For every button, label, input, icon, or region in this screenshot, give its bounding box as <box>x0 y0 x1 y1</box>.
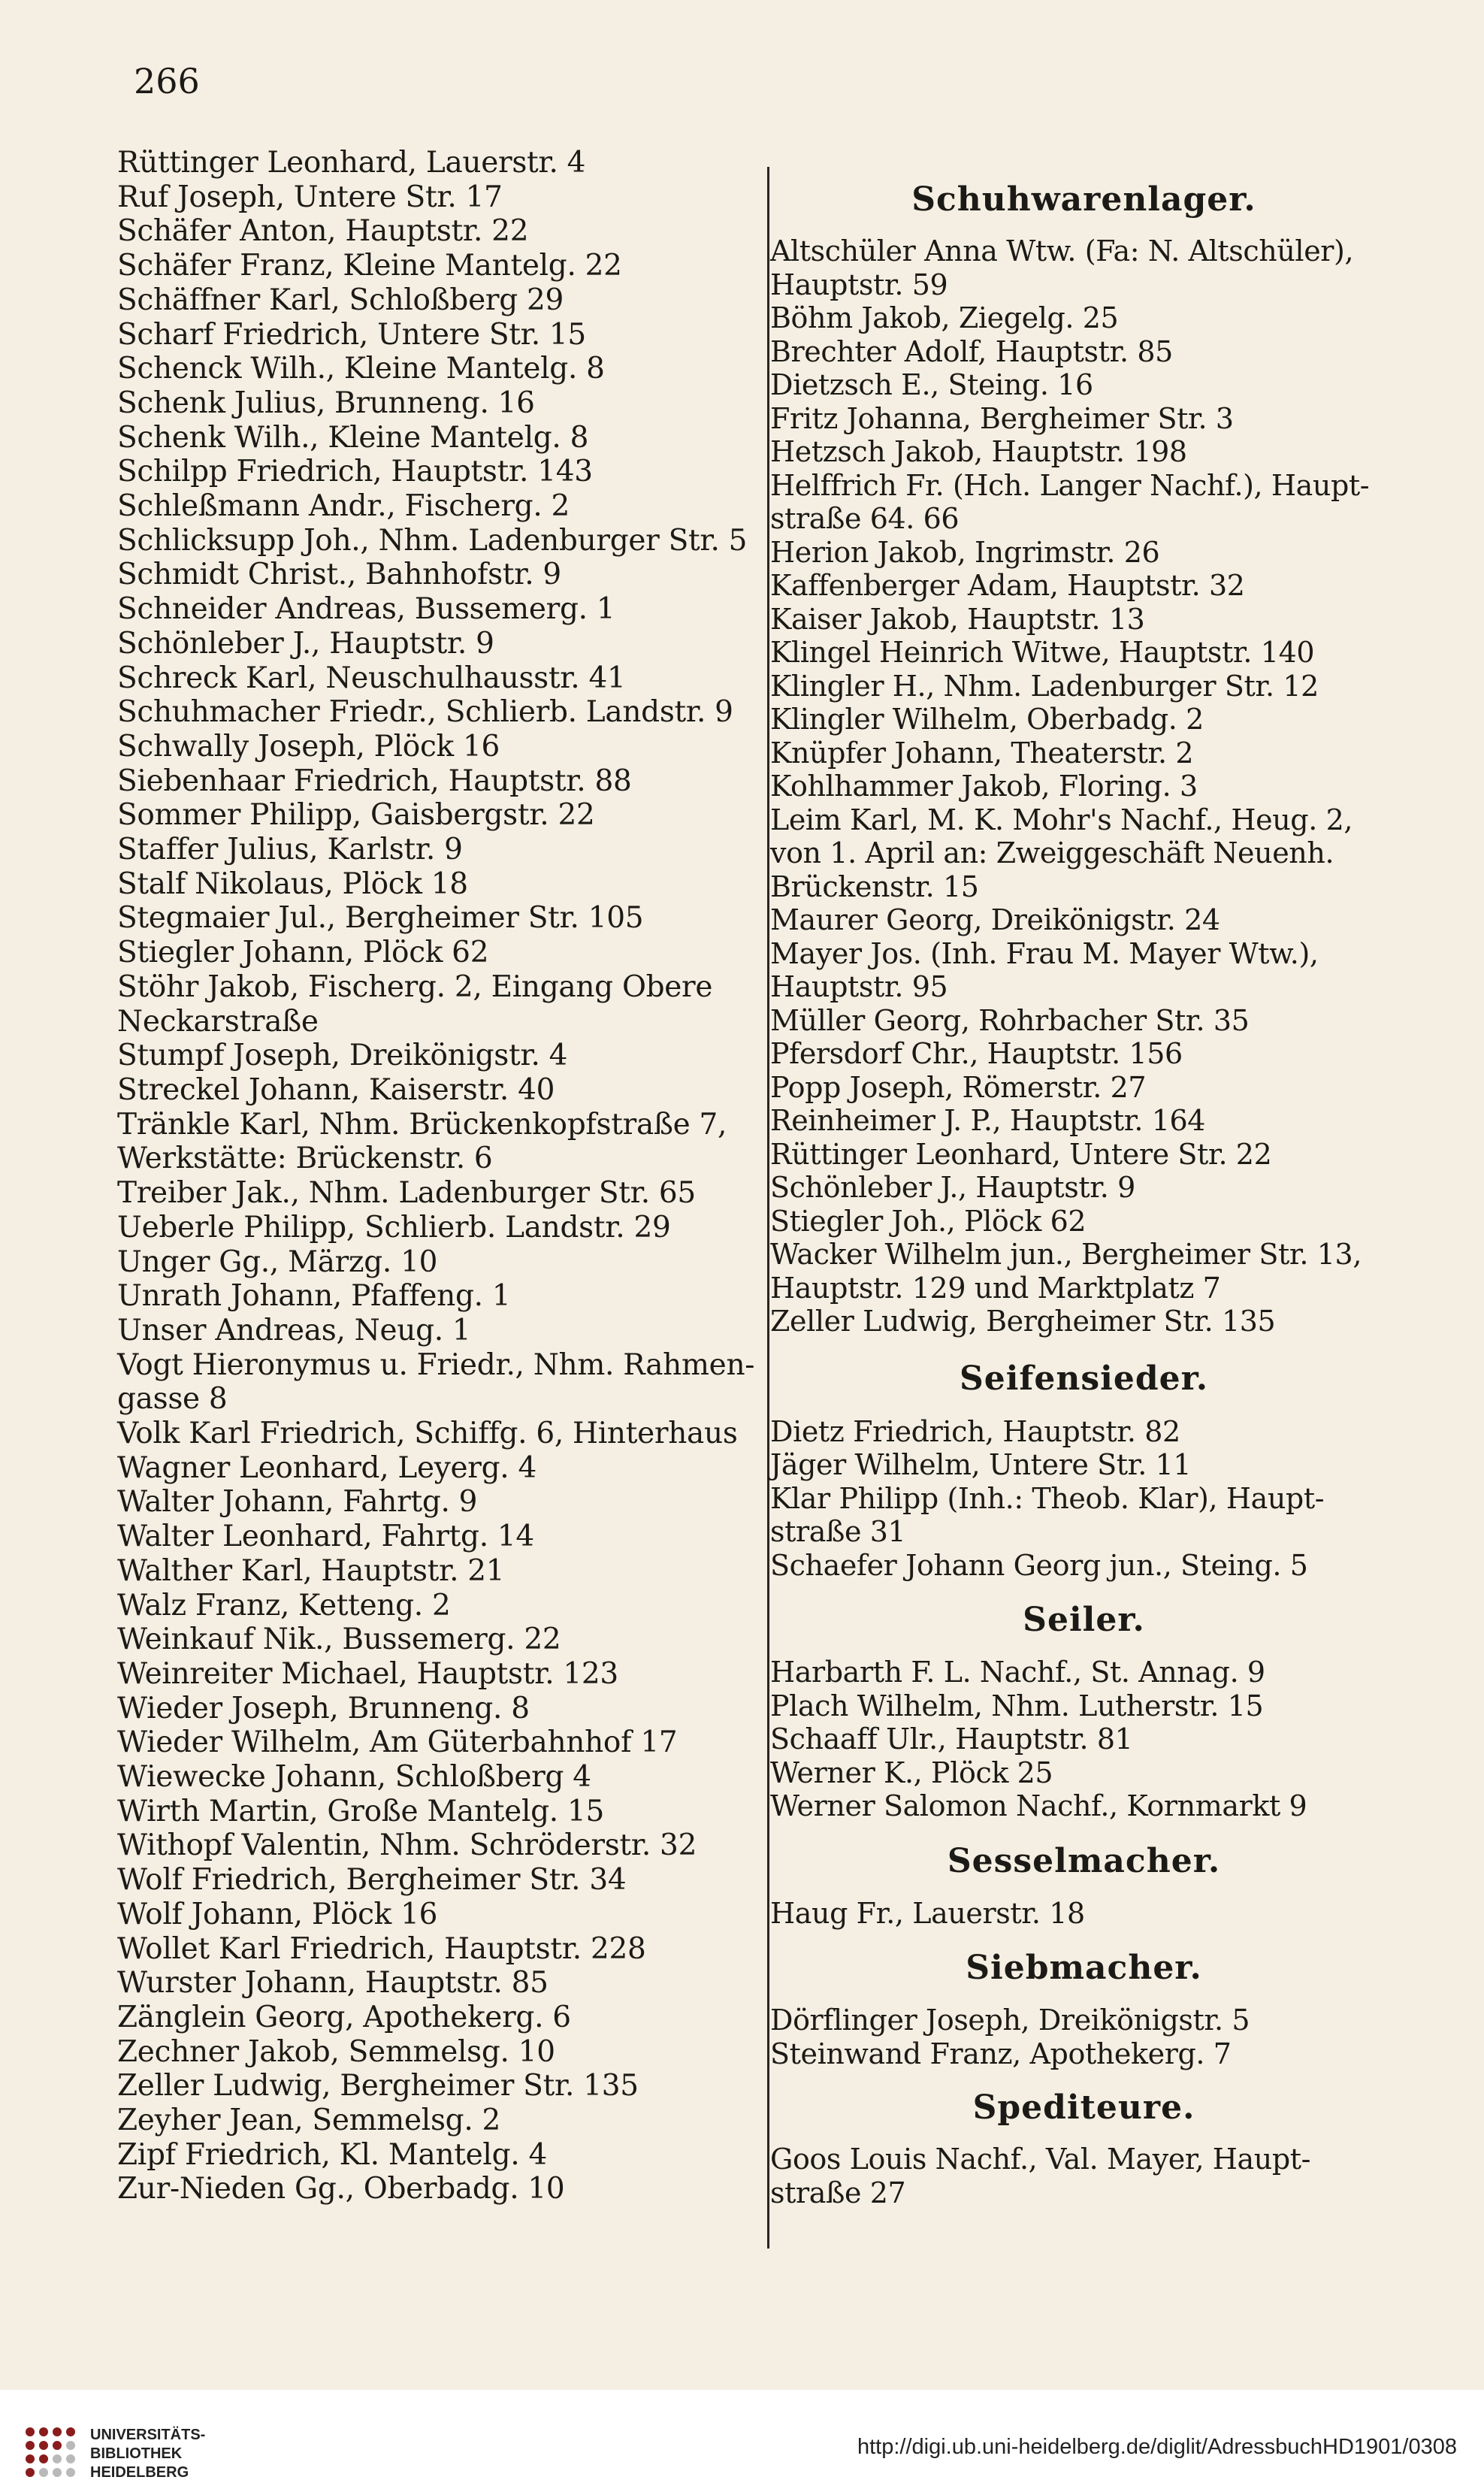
entry-continuation: von 1. April an: Zweiggeschäft Neuenh. <box>770 836 1334 869</box>
directory-entry <box>117 1108 760 1176</box>
entry-line: Schaefer Johann Georg jun., Steing. 5 <box>770 1548 1308 1582</box>
entry-line: Schlicksupp Joh., Nhm. Ladenburger Str. 5 <box>117 523 748 558</box>
directory-entry <box>117 1039 760 1073</box>
entry-line: Zipf Friedrich, Kl. Mantelg. 4 <box>117 2137 547 2172</box>
directory-entry <box>770 603 1398 637</box>
directory-entry <box>117 421 760 455</box>
directory-entry <box>117 661 760 696</box>
footer <box>0 2390 1484 2489</box>
directory-entry <box>117 180 760 215</box>
entry-line: Kaffenberger Adam, Hauptstr. 32 <box>770 569 1245 602</box>
entry-continuation: Werkstätte: Brückenstr. 6 <box>117 1142 493 1176</box>
entry-line: Wagner Leonhard, Leyerg. 4 <box>117 1450 537 1485</box>
directory-entry <box>770 569 1398 603</box>
directory-entry <box>770 703 1398 736</box>
directory-entry <box>770 1549 1398 1583</box>
entry-line: Wollet Karl Friedrich, Hauptstr. 228 <box>117 1931 646 1966</box>
entry-line: Walz Franz, Ketteng. 2 <box>117 1588 451 1623</box>
directory-entry <box>770 301 1398 335</box>
directory-entry <box>117 1795 760 1829</box>
entry-continuation: Hauptstr. 129 und Marktplatz 7 <box>770 1271 1221 1305</box>
entry-line: Kaiser Jakob, Hauptstr. 13 <box>770 602 1145 636</box>
directory-entry <box>117 2001 760 2035</box>
entry-line: Zeyher Jean, Semmelsg. 2 <box>117 2103 501 2138</box>
entry-line: Schaaff Ulr., Hauptstr. 81 <box>770 1722 1133 1756</box>
entry-line: Schäffner Karl, Schloßberg 29 <box>117 283 564 317</box>
directory-entry <box>770 1897 1398 1931</box>
library-name-line: BIBLIOTHEK <box>90 2445 183 2462</box>
entry-continuation: Hauptstr. 95 <box>770 970 948 1003</box>
entry-line: Streckel Johann, Kaiserstr. 40 <box>117 1072 555 1107</box>
entry-line: Walter Leonhard, Fahrtg. 14 <box>117 1520 534 1554</box>
directory-entry <box>117 1073 760 1108</box>
directory-entry <box>117 1623 760 1657</box>
source-url-link[interactable]: http://digi.ub.uni-heidelberg.de/diglit/AdressbuchHD1901/0308 <box>857 2435 1457 2459</box>
entry-line: Withopf Valentin, Nhm. Schröderstr. 32 <box>117 1828 697 1863</box>
directory-entry <box>117 833 760 867</box>
entry-line: Schenk Julius, Brunneng. 16 <box>117 386 535 420</box>
directory-entry <box>117 764 760 799</box>
entry-line: Klingler H., Nhm. Ladenburger Str. 12 <box>770 669 1319 703</box>
directory-entry <box>117 695 760 730</box>
entry-line: Werner Salomon Nachf., Kornmarkt 9 <box>770 1789 1307 1822</box>
section-heading: Spediteure. <box>972 2088 1195 2127</box>
entry-line: Schäfer Anton, Hauptstr. 22 <box>117 214 529 249</box>
directory-entry <box>770 402 1398 436</box>
entry-line: Stegmaier Jul., Bergheimer Str. 105 <box>117 901 644 936</box>
directory-entry <box>117 1245 760 1280</box>
entry-line: Unrath Johann, Pfaffeng. 1 <box>117 1279 511 1314</box>
entry-line: Steinwand Franz, Apothekerg. 7 <box>770 2037 1232 2070</box>
directory-entry <box>770 1305 1398 1338</box>
directory-entry <box>117 214 760 249</box>
directory-entry <box>117 558 760 592</box>
entry-continuation: Hauptstr. 59 <box>770 268 948 301</box>
entry-line: Schwally Joseph, Plöck 16 <box>117 729 500 764</box>
directory-entry <box>117 1176 760 1211</box>
entry-line: Helffrich Fr. (Hch. Langer Nachf.), Haupt- <box>770 468 1370 502</box>
library-name-line: UNIVERSITÄTS- <box>90 2427 206 2443</box>
entry-line: Harbarth F. L. Nachf., St. Annag. 9 <box>770 1656 1265 1689</box>
entry-line: Fritz Johanna, Bergheimer Str. 3 <box>770 401 1234 435</box>
entry-continuation: Neckarstraße <box>117 1004 319 1039</box>
entry-line: Dietzsch E., Steing. 16 <box>770 368 1093 401</box>
directory-entry <box>117 1520 760 1554</box>
entry-continuation: Brückenstr. 15 <box>770 869 979 903</box>
entry-line: Scharf Friedrich, Untere Str. 15 <box>117 317 586 352</box>
directory-entry <box>770 1656 1398 1689</box>
directory-entry <box>770 1037 1398 1071</box>
directory-entry <box>117 1760 760 1795</box>
entry-line: Werner K., Plöck 25 <box>770 1756 1053 1789</box>
directory-entry <box>770 1448 1398 1482</box>
entry-line: Wolf Johann, Plöck 16 <box>117 1897 438 1931</box>
entry-line: Herion Jakob, Ingrimstr. 26 <box>770 535 1160 569</box>
directory-entry <box>117 1932 760 1967</box>
entry-line: Leim Karl, M. K. Mohr's Nachf., Heug. 2, <box>770 803 1353 836</box>
entry-line: Unger Gg., Märzg. 10 <box>117 1244 438 1279</box>
directory-entry <box>770 1789 1398 1823</box>
directory-entry <box>117 489 760 524</box>
entry-line: Popp Joseph, Römerstr. 27 <box>770 1070 1147 1104</box>
entry-line: Brechter Adolf, Hauptstr. 85 <box>770 334 1173 368</box>
entry-line: Wirth Martin, Große Mantelg. 15 <box>117 1794 605 1828</box>
entry-line: Zur-Nieden Gg., Oberbadg. 10 <box>117 2172 565 2206</box>
entry-line: Walther Karl, Hauptstr. 21 <box>117 1553 505 1588</box>
library-name-line: HEIDELBERG <box>90 2464 189 2481</box>
entry-line: Stiegler Johann, Plöck 62 <box>117 936 489 970</box>
entry-line: Schmidt Christ., Bahnhofstr. 9 <box>117 558 561 592</box>
directory-entry <box>770 1722 1398 1756</box>
entry-line: Zeller Ludwig, Bergheimer Str. 135 <box>117 2069 639 2103</box>
entry-continuation: straße 27 <box>770 2176 906 2209</box>
entry-line: Ueberle Philipp, Schlierb. Landstr. 29 <box>117 1210 671 1244</box>
directory-entry <box>117 455 760 489</box>
directory-entry <box>770 803 1398 904</box>
entry-line: Wieder Joseph, Brunneng. 8 <box>117 1691 530 1725</box>
directory-entry <box>117 730 760 764</box>
entry-line: Pfersdorf Chr., Hauptstr. 156 <box>770 1037 1183 1070</box>
directory-entry <box>117 1863 760 1898</box>
directory-entry <box>770 2037 1398 2071</box>
entry-line: Altschüler Anna Wtw. (Fa: N. Altschüler), <box>770 234 1354 268</box>
entry-line: Mayer Jos. (Inh. Frau M. Mayer Wtw.), <box>770 936 1319 970</box>
entry-line: Stumpf Joseph, Dreikönigstr. 4 <box>117 1039 568 1073</box>
entry-line: Wolf Friedrich, Bergheimer Str. 34 <box>117 1863 627 1898</box>
directory-entry <box>117 1314 760 1348</box>
entry-line: Sommer Philipp, Gaisbergstr. 22 <box>117 798 595 833</box>
directory-entry <box>117 1554 760 1589</box>
library-name <box>90 2426 205 2482</box>
directory-entry <box>770 636 1398 670</box>
entry-line: Schenk Wilh., Kleine Mantelg. 8 <box>117 420 589 455</box>
entry-line: Müller Georg, Rohrbacher Str. 35 <box>770 1003 1250 1037</box>
directory-entry <box>117 386 760 421</box>
directory-entry <box>117 2069 760 2103</box>
directory-entry <box>770 670 1398 703</box>
entry-line: Haug Fr., Lauerstr. 18 <box>770 1896 1085 1930</box>
entry-line: Weinkauf Nik., Bussemerg. 22 <box>117 1623 561 1657</box>
directory-entry <box>770 1756 1398 1790</box>
entry-line: Stalf Nikolaus, Plöck 18 <box>117 866 468 901</box>
directory-entry <box>117 1485 760 1520</box>
directory-entry <box>117 1417 760 1451</box>
entry-line: Knüpfer Johann, Theaterstr. 2 <box>770 736 1194 770</box>
entry-line: Zänglein Georg, Apothekerg. 6 <box>117 2000 571 2034</box>
entry-line: Jäger Wilhelm, Untere Str. 11 <box>770 1448 1192 1481</box>
entry-line: Weinreiter Michael, Hauptstr. 123 <box>117 1656 618 1691</box>
directory-entry <box>117 318 760 352</box>
entry-line: Rüttinger Leonhard, Untere Str. 22 <box>770 1137 1272 1171</box>
directory-entry <box>117 970 760 1039</box>
entry-line: Böhm Jakob, Ziegelg. 25 <box>770 301 1119 334</box>
directory-entry <box>770 1104 1398 1138</box>
directory-entry <box>117 936 760 970</box>
entry-line: Zechner Jakob, Semmelsg. 10 <box>117 2034 555 2069</box>
entry-line: Plach Wilhelm, Nhm. Lutherstr. 15 <box>770 1689 1264 1722</box>
entry-line: Ruf Joseph, Untere Str. 17 <box>117 180 503 214</box>
directory-entry <box>770 1482 1398 1549</box>
directory-entry <box>770 736 1398 770</box>
entry-line: Goos Louis Nachf., Val. Mayer, Haupt- <box>770 2143 1311 2176</box>
entry-line: Treiber Jak., Nhm. Ladenburger Str. 65 <box>117 1176 696 1211</box>
entry-line: Siebenhaar Friedrich, Hauptstr. 88 <box>117 764 632 798</box>
entry-line: Maurer Georg, Dreikönigstr. 24 <box>770 903 1220 936</box>
directory-entry <box>770 536 1398 570</box>
entry-line: Zeller Ludwig, Bergheimer Str. 135 <box>770 1305 1276 1338</box>
directory-entry <box>770 368 1398 402</box>
directory-entry <box>117 1725 760 1760</box>
directory-entry <box>117 627 760 661</box>
entry-line: Wieder Wilhelm, Am Güterbahnhof 17 <box>117 1725 678 1760</box>
directory-entry <box>117 592 760 627</box>
entry-line: Schleßmann Andr., Fischerg. 2 <box>117 489 570 524</box>
entry-line: Vogt Hieronymus u. Friedr., Nhm. Rahmen- <box>117 1347 755 1382</box>
directory-entry <box>770 1415 1398 1449</box>
directory-entry <box>770 1071 1398 1105</box>
left-column <box>117 146 760 2206</box>
directory-entry <box>117 1589 760 1623</box>
directory-entry <box>770 770 1398 803</box>
entry-line: Kohlhammer Jakob, Floring. 3 <box>770 770 1198 803</box>
entry-line: Dietz Friedrich, Hauptstr. 82 <box>770 1414 1180 1448</box>
section-heading: Seifensieder. <box>959 1359 1209 1398</box>
directory-entry <box>770 2004 1398 2037</box>
directory-entry <box>770 1171 1398 1205</box>
directory-entry <box>117 1898 760 1932</box>
directory-entry <box>117 2103 760 2138</box>
entry-line: Wurster Johann, Hauptstr. 85 <box>117 1966 549 2001</box>
library-logo-icon <box>21 2423 81 2483</box>
directory-entry <box>117 249 760 283</box>
right-column <box>763 165 1398 2209</box>
entry-continuation: straße 64. 66 <box>770 502 960 535</box>
directory-entry <box>117 1828 760 1863</box>
entry-continuation: straße 31 <box>770 1515 906 1548</box>
entry-continuation: gasse 8 <box>117 1382 228 1417</box>
section-heading: Seiler. <box>1023 1601 1145 1639</box>
entry-line: Hetzsch Jakob, Hauptstr. 198 <box>770 435 1187 468</box>
entry-line: Wiewecke Johann, Schloßberg 4 <box>117 1760 591 1795</box>
page-number: 266 <box>134 61 200 101</box>
right-column-content <box>763 165 1398 2209</box>
entry-line: Schuhmacher Friedr., Schlierb. Landstr. 9 <box>117 695 733 730</box>
directory-entry <box>117 1211 760 1245</box>
directory-entry <box>117 798 760 833</box>
directory-entry <box>770 1205 1398 1238</box>
entry-line: Stöhr Jakob, Fischerg. 2, Eingang Obere <box>117 969 713 1004</box>
directory-entry <box>770 903 1398 937</box>
directory-entry <box>770 469 1398 536</box>
directory-entry <box>770 1689 1398 1723</box>
entry-line: Schönleber J., Hauptstr. 9 <box>117 626 494 661</box>
directory-entry <box>117 1279 760 1314</box>
entry-line: Schönleber J., Hauptstr. 9 <box>770 1171 1135 1204</box>
directory-entry <box>117 1966 760 2001</box>
directory-entry <box>117 146 760 180</box>
directory-entry <box>117 1657 760 1692</box>
entry-line: Schäfer Franz, Kleine Mantelg. 22 <box>117 249 622 283</box>
entry-line: Reinheimer J. P., Hauptstr. 164 <box>770 1104 1206 1137</box>
directory-entry <box>770 234 1398 301</box>
entry-line: Dörflinger Joseph, Dreikönigstr. 5 <box>770 2004 1250 2037</box>
entry-line: Schreck Karl, Neuschulhausstr. 41 <box>117 661 626 695</box>
entry-line: Stiegler Joh., Plöck 62 <box>770 1204 1087 1238</box>
directory-entry <box>117 1692 760 1726</box>
directory-entry <box>117 901 760 936</box>
directory-entry <box>117 1451 760 1486</box>
directory-entry <box>117 2035 760 2070</box>
entry-line: Volk Karl Friedrich, Schiffg. 6, Hinterhaus <box>117 1417 738 1451</box>
directory-entry <box>117 2172 760 2206</box>
directory-entry <box>117 867 760 902</box>
directory-entry <box>770 2143 1398 2209</box>
directory-entry <box>770 335 1398 369</box>
directory-entry <box>770 1238 1398 1305</box>
directory-entry <box>117 524 760 558</box>
section-heading: Siebmacher. <box>966 1949 1202 1987</box>
entry-line: Rüttinger Leonhard, Lauerstr. 4 <box>117 146 586 180</box>
directory-entry <box>770 1138 1398 1172</box>
section-heading: Sesselmacher. <box>947 1841 1221 1880</box>
section-heading: Schuhwarenlager. <box>911 180 1256 219</box>
entry-line: Walter Johann, Fahrtg. 9 <box>117 1485 478 1520</box>
entry-line: Staffer Julius, Karlstr. 9 <box>117 833 463 867</box>
entry-line: Schenck Wilh., Kleine Mantelg. 8 <box>117 352 605 386</box>
directory-entry <box>117 283 760 318</box>
entry-line: Klingler Wilhelm, Oberbadg. 2 <box>770 703 1204 736</box>
directory-entry <box>770 435 1398 469</box>
entry-line: Klingel Heinrich Witwe, Hauptstr. 140 <box>770 636 1315 669</box>
entry-line: Klar Philipp (Inh.: Theob. Klar), Haupt- <box>770 1481 1325 1515</box>
entry-line: Unser Andreas, Neug. 1 <box>117 1313 471 1347</box>
entry-line: Wacker Wilhelm jun., Bergheimer Str. 13, <box>770 1238 1362 1271</box>
directory-entry <box>770 937 1398 1004</box>
directory-entry <box>770 1004 1398 1038</box>
directory-entry <box>117 2138 760 2173</box>
directory-entry <box>117 1348 760 1417</box>
entry-line: Schilpp Friedrich, Hauptstr. 143 <box>117 455 593 489</box>
entry-line: Schneider Andreas, Bussemerg. 1 <box>117 592 615 627</box>
entry-line: Tränkle Karl, Nhm. Brückenkopfstraße 7, <box>117 1107 727 1142</box>
directory-entry <box>117 352 760 386</box>
